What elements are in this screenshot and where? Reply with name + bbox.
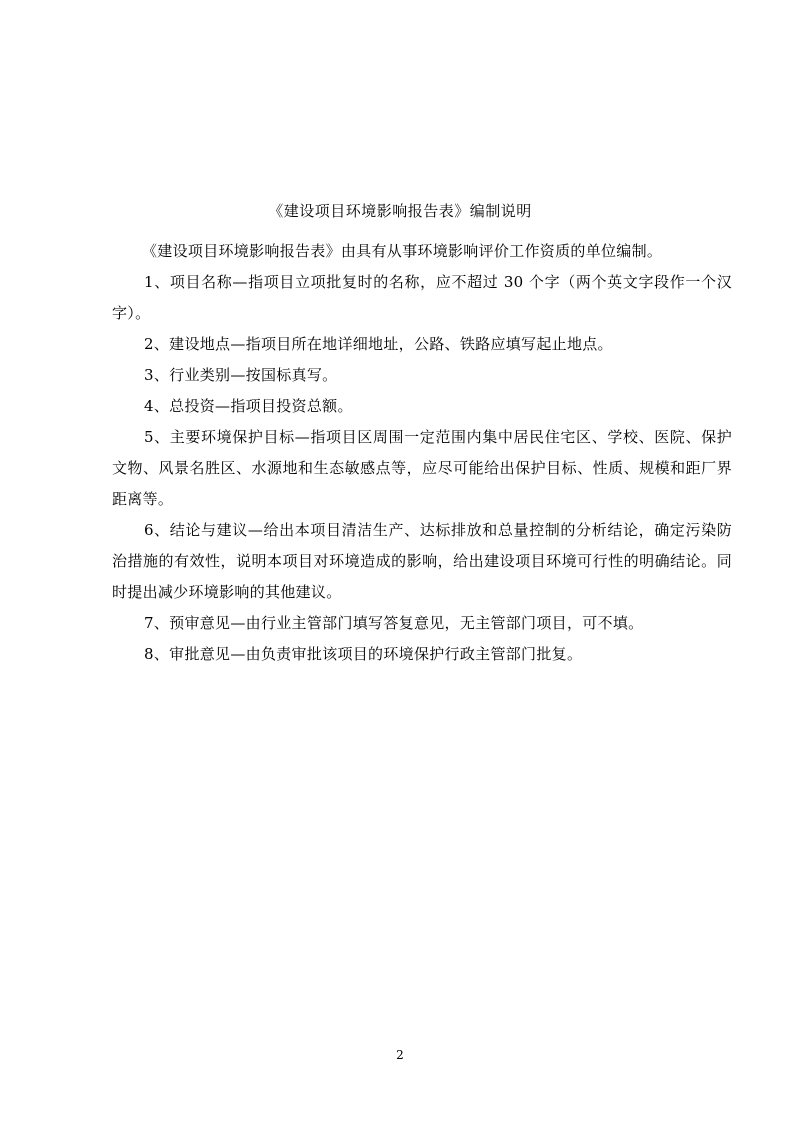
paragraph-item-4: 4、总投资—指项目投资总额。: [144, 397, 353, 415]
document-title: 《建设项目环境影响报告表》编制说明: [268, 202, 532, 220]
paragraph-item-1: 1、项目名称—指项目立项批复时的名称，应不超过 30 个字（两个英文字段作一个汉字）。: [112, 273, 732, 322]
document-body: [112, 236, 732, 670]
paragraph-item-6: 6、结论与建议—给出本项目清洁生产、达标排放和总量控制的分析结论，确定污染防治措施的有效性，说明本项目对环境造成的影响，给出建设项目环境可行性的明确结论。同时提出减少环境影响的其他建议。: [112, 521, 732, 601]
paragraph-item-7: 7、预审意见—由行业主管部门填写答复意见，无主管部门项目，可不填。: [144, 614, 644, 632]
paragraph-item-2: 2、建设地点—指项目所在地详细地址，公路、铁路应填写起止地点。: [144, 335, 613, 353]
paragraph-item-5: 5、主要环境保护目标—指项目区周围一定范围内集中居民住宅区、学校、医院、保护文物、风景名胜区、水源地和生态敏感点等，应尽可能给出保护目标、性质、规模和距厂界距离等。: [112, 428, 732, 508]
paragraph-item-3: 3、行业类别—按国标真写。: [144, 366, 338, 384]
paragraph-item-8: 8、审批意见—由负责审批该项目的环境保护行政主管部门批复。: [144, 645, 583, 663]
page-number: 2: [396, 1048, 404, 1062]
paragraph-intro: 《建设项目环境影响报告表》由具有从事环境影响评价工作资质的单位编制。: [142, 242, 663, 260]
